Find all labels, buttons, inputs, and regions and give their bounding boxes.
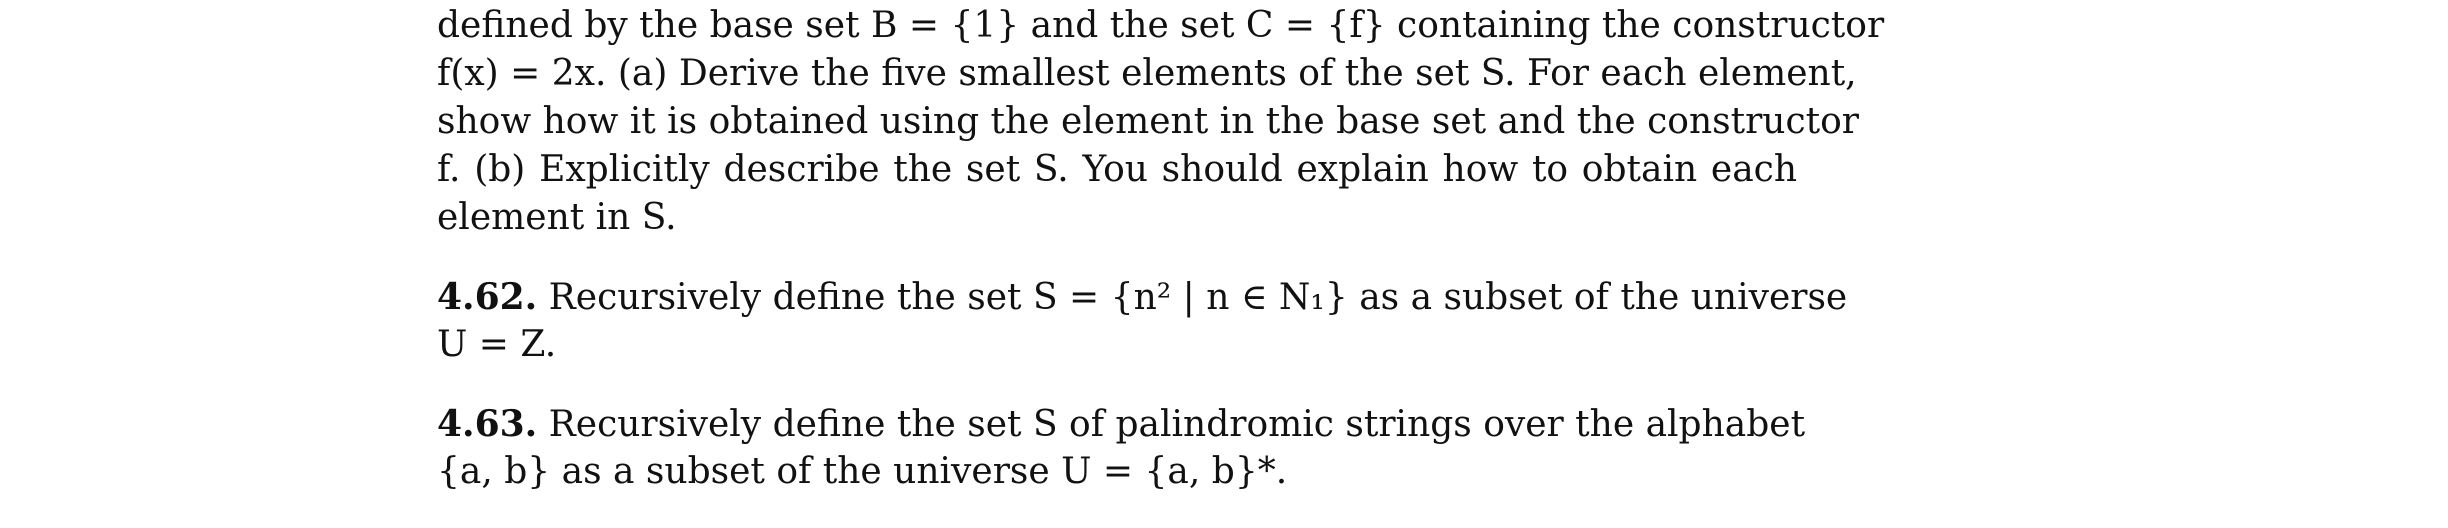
intro-line-5: element in S. bbox=[437, 197, 677, 238]
problem-number: 4.62. bbox=[437, 276, 538, 318]
problem-number: 4.63. bbox=[437, 403, 538, 445]
problem-4-62-line-1 bbox=[437, 273, 1848, 321]
intro-line-4: f. (b) Explicitly describe the set S. You should explain how to obtain each bbox=[437, 149, 1797, 190]
intro-line-2: f(x) = 2x. (a) Derive the five smallest elements of the set S. For each element, bbox=[437, 53, 1857, 94]
intro-line-1: defined by the base set B = {1} and the set C = {f} containing the constructor bbox=[437, 5, 1885, 46]
problem-4-63-line-2: {a, b} as a subset of the universe U = {a, b}*. bbox=[437, 451, 1288, 492]
problem-4-63-line-1 bbox=[437, 400, 1806, 448]
problem-text: Recursively define the set S of palindromic strings over the alphabet bbox=[548, 404, 1806, 445]
problem-text: Recursively define the set S = {n² | n ∈ N₁} as a subset of the universe bbox=[548, 277, 1848, 318]
problem-4-62-line-2: U = Z. bbox=[437, 324, 557, 365]
intro-line-3: show how it is obtained using the element in the base set and the constructor bbox=[437, 101, 1859, 142]
